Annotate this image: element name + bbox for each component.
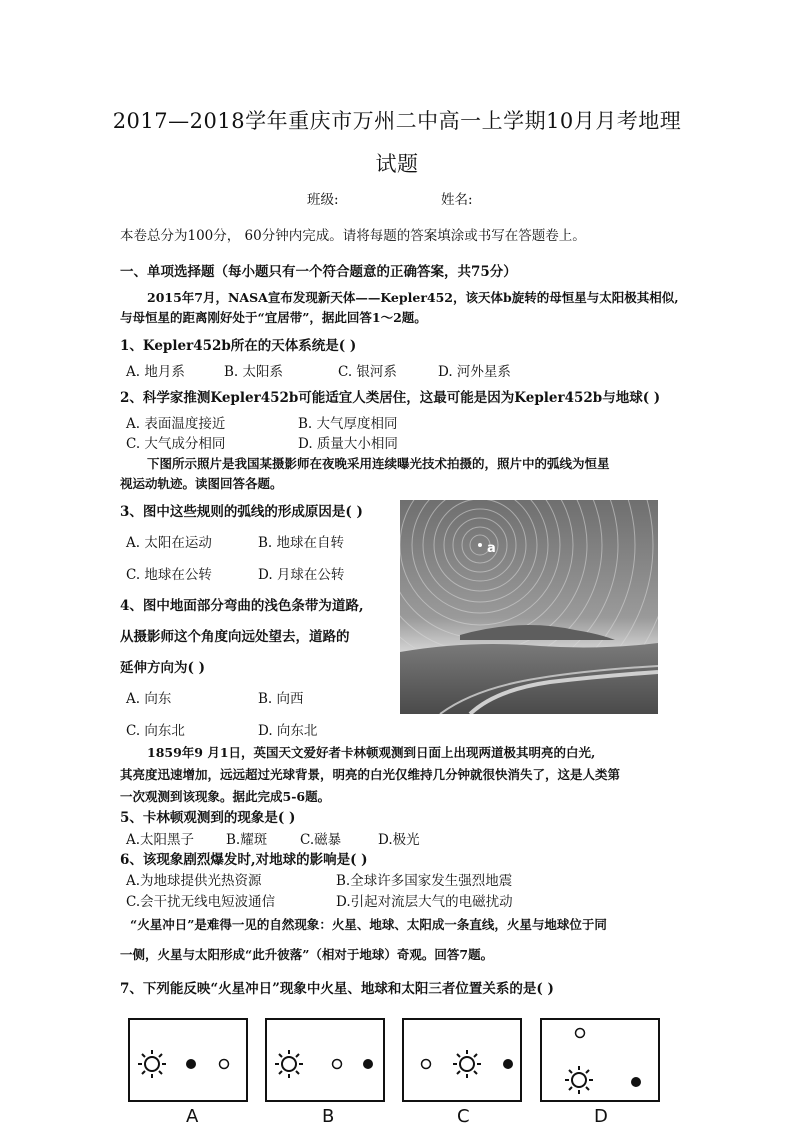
passage-4-cont: 一侧，火星与太阳形成“此升彼落”（相对于地球）奇观。回答7题。 [120, 947, 494, 962]
mars-circle [333, 1060, 342, 1069]
exam-title: 2017—2018学年重庆市万州二中高一上学期10月月考地理 [112, 109, 682, 133]
q4-option-d[interactable]: D. 向东北 [258, 723, 318, 739]
q6-option-c[interactable]: C.会干扰无线电短波通信 [126, 894, 276, 910]
mars-circle [576, 1029, 585, 1038]
q1-option-c[interactable]: C. 银河系 [338, 364, 397, 380]
q5-option-c[interactable]: C.磁暴 [300, 832, 342, 848]
star-trail-image [400, 500, 658, 714]
diagram-option-a[interactable] [128, 1018, 248, 1102]
q4-option-b[interactable]: B. 向西 [258, 691, 304, 707]
star-trail-photo [400, 500, 658, 714]
q3-option-b[interactable]: B. 地球在自转 [258, 535, 345, 551]
question-4: 4、图中地面部分弯曲的浅色条带为道路, [120, 598, 364, 614]
q5-option-d[interactable]: D.极光 [378, 832, 420, 848]
photo-label-a: a [487, 541, 496, 556]
question-3: 3、图中这些规则的弧线的形成原因是( ) [120, 504, 363, 520]
q6-option-a[interactable]: A.为地球提供光热资源 [126, 873, 262, 889]
q1-option-d[interactable]: D. 河外星系 [438, 364, 511, 380]
question-4-cont: 从摄影师这个角度向远处望去，道路的 [120, 629, 350, 645]
earth-dot [363, 1059, 373, 1069]
q3-option-d[interactable]: D. 月球在公转 [258, 567, 345, 583]
question-6: 6、该现象剧烈爆发时,对地球的影响是( ) [120, 852, 368, 868]
mars-circle [422, 1060, 431, 1069]
q2-option-d[interactable]: D. 质量大小相同 [298, 436, 398, 452]
diagram-d-figure [542, 1020, 658, 1100]
passage-4: “火星冲日”是难得一见的自然现象：火星、地球、太阳成一条直线，火星与地球位于同 [130, 917, 607, 932]
diagram-b-figure [267, 1020, 383, 1100]
q4-option-a[interactable]: A. 向东 [126, 691, 172, 707]
sun-icon [565, 1066, 593, 1094]
question-4-cont2: 延伸方向为( ) [120, 660, 205, 676]
q5-option-b[interactable]: B.耀斑 [226, 832, 268, 848]
exam-title-cont: 试题 [375, 152, 419, 176]
q3-option-a[interactable]: A. 太阳在运动 [126, 535, 212, 551]
diagram-label-b: B [322, 1106, 335, 1127]
diagram-a-figure [130, 1020, 246, 1100]
intro-text: 本卷总分为100分， 60分钟内完成。请将每题的答案填涂或书写在答题卷上。 [120, 228, 586, 244]
class-label: 班级: [307, 192, 339, 208]
passage-3: 1859年9 月1日，英国天文爱好者卡林顿观测到日面上出现两道极其明亮的白光, [147, 745, 596, 760]
question-7: 7、下列能反映“火星冲日”现象中火星、地球和太阳三者位置关系的是( ) [120, 981, 554, 997]
question-1: 1、Kepler452b所在的天体系统是( ) [120, 338, 357, 354]
passage-2-cont: 视运动轨迹。读图回答各题。 [120, 476, 283, 491]
diagram-c-figure [404, 1020, 520, 1100]
passage-2: 下图所示照片是我国某摄影师在夜晚采用连续曝光技术拍摄的，照片中的弧线为恒星 [147, 456, 610, 471]
q2-option-b[interactable]: B. 大气厚度相同 [298, 416, 398, 432]
q2-option-c[interactable]: C. 大气成分相同 [126, 436, 226, 452]
q2-option-a[interactable]: A. 表面温度接近 [126, 416, 226, 432]
diagram-option-b[interactable] [265, 1018, 385, 1102]
section-heading: 一、单项选择题（每小题只有一个符合题意的正确答案，共75分） [120, 264, 517, 280]
q6-option-b[interactable]: B.全球许多国家发生强烈地震 [336, 873, 513, 889]
question-2: 2、科学家推测Kepler452b可能适宜人类居住，这最可能是因为Kepler452b与地球( ) [120, 390, 661, 406]
earth-dot [186, 1059, 196, 1069]
diagram-label-c: C [457, 1106, 470, 1127]
earth-dot [503, 1059, 513, 1069]
q4-option-c[interactable]: C. 向东北 [126, 723, 185, 739]
passage-3-cont: 其亮度迅速增加，远远超过光球背景，明亮的白光仅维持几分钟就很快消失了，这是人类第 [120, 767, 621, 782]
question-5: 5、卡林顿观测到的现象是( ) [120, 810, 296, 826]
sun-icon [275, 1050, 303, 1078]
sun-icon [453, 1050, 481, 1078]
q5-option-a[interactable]: A.太阳黑子 [126, 832, 195, 848]
diagram-label-a: A [186, 1106, 199, 1127]
sun-icon [138, 1050, 166, 1078]
passage-1: 2015年7月，NASA宣布发现新天体——Kepler452，该天体b旋转的母恒星与太阳极其相似, [147, 290, 679, 305]
earth-dot [631, 1077, 641, 1087]
q3-option-c[interactable]: C. 地球在公转 [126, 567, 212, 583]
diagram-option-d[interactable] [540, 1018, 660, 1102]
q1-option-a[interactable]: A. 地月系 [126, 364, 185, 380]
passage-3-cont2: 一次观测到该现象。据此完成5-6题。 [120, 789, 331, 804]
name-label: 姓名: [441, 192, 473, 208]
q6-option-d[interactable]: D.引起对流层大气的电磁扰动 [336, 894, 513, 910]
diagram-label-d: D [594, 1106, 608, 1127]
passage-1-cont: 与母恒星的距离刚好处于“宜居带”，据此回答1～2题。 [120, 310, 427, 325]
mars-circle [220, 1060, 229, 1069]
q1-option-b[interactable]: B. 太阳系 [224, 364, 284, 380]
diagram-option-c[interactable] [402, 1018, 522, 1102]
